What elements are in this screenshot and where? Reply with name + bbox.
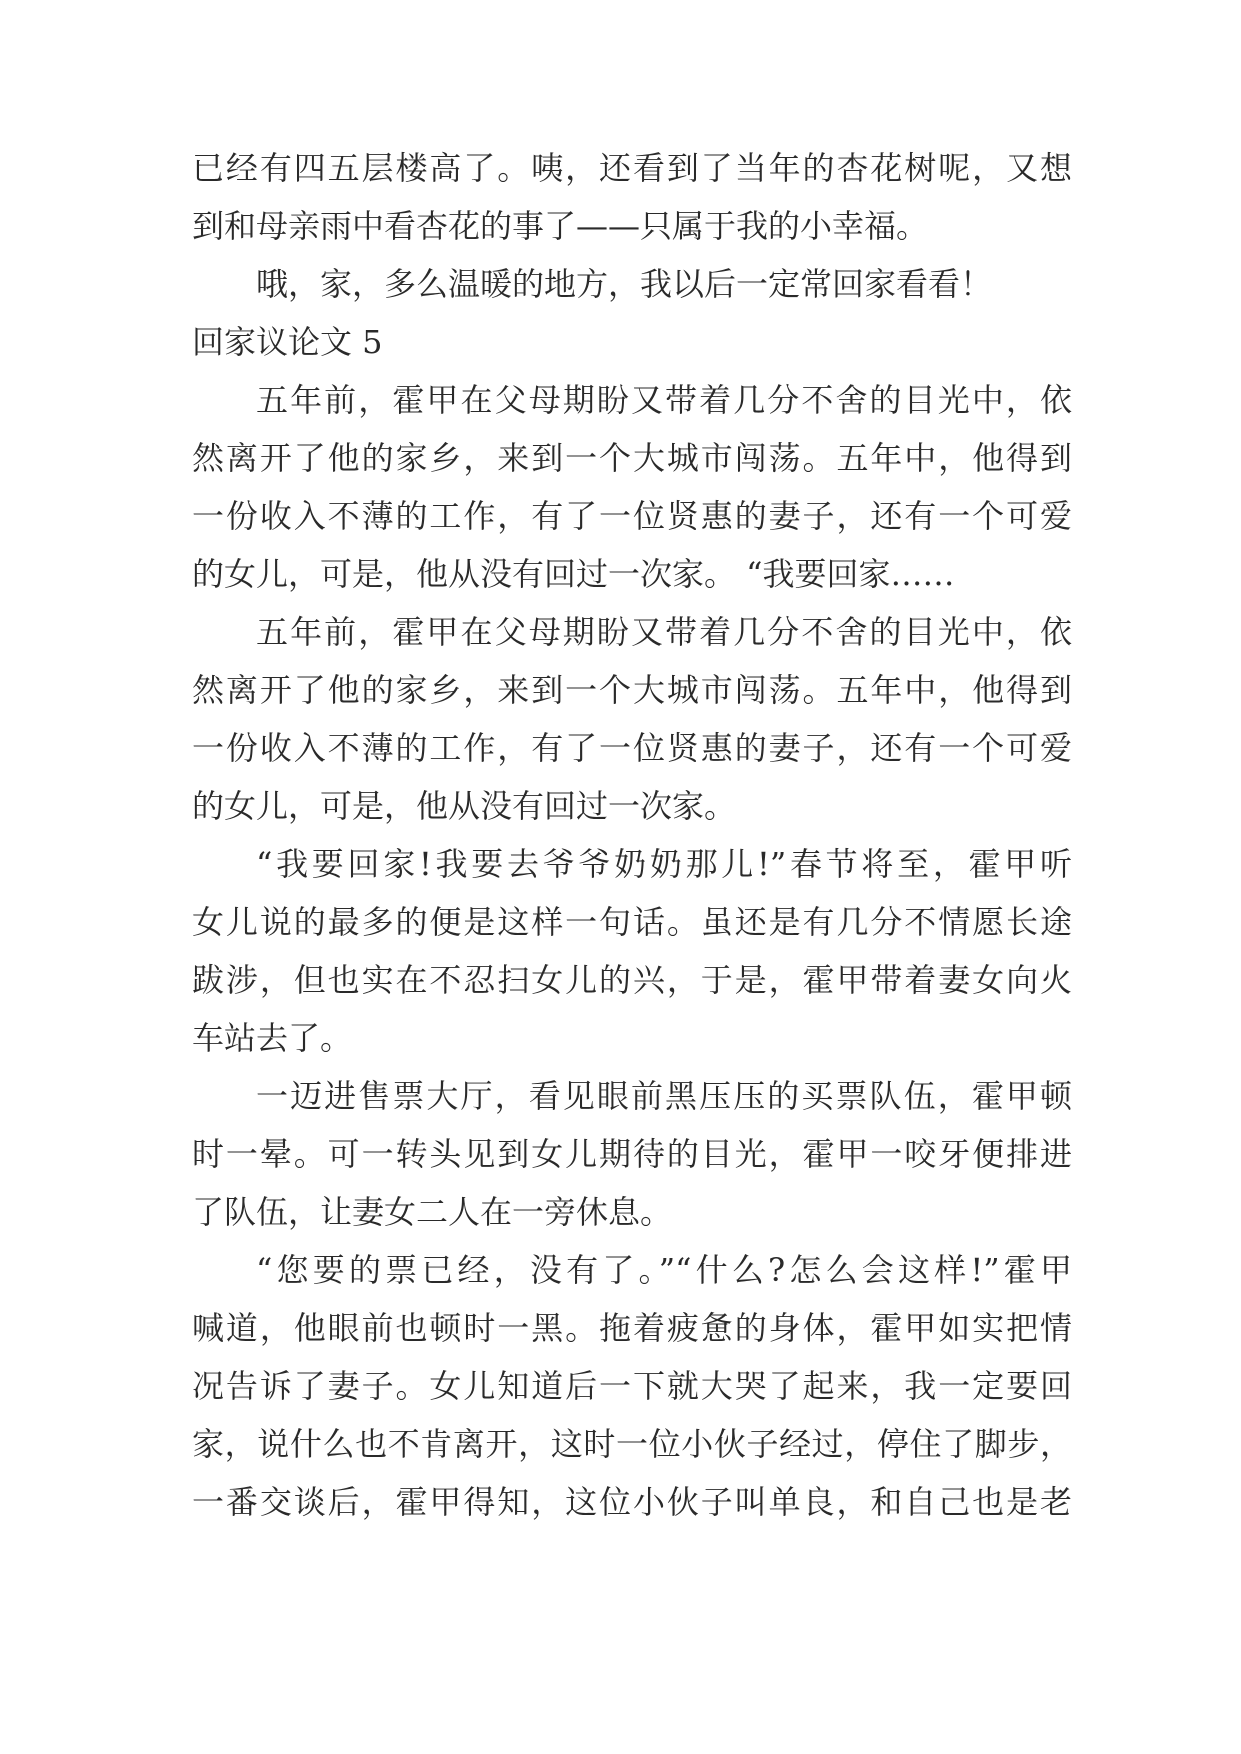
text-line: 一份收入不薄的工作，有了一位贤惠的妻子，还有一个可爱 xyxy=(192,497,1072,535)
text-line: 的女儿，可是，他从没有回过一次家。 “我要回家…… xyxy=(192,555,955,593)
text-line: 的女儿，可是，他从没有回过一次家。 xyxy=(192,787,737,825)
text-line: 况告诉了妻子。女儿知道后一下就大哭了起来，我一定要回 xyxy=(192,1367,1072,1405)
text-line: 跋涉，但也实在不忍扫女儿的兴，于是，霍甲带着妻女向火 xyxy=(192,961,1072,999)
text-line: 五年前，霍甲在父母期盼又带着几分不舍的目光中，依 xyxy=(256,381,1072,419)
text-line: 女儿说的最多的便是这样一句话。虽还是有几分不情愿长途 xyxy=(192,903,1072,941)
text-line: 到和母亲雨中看杏花的事了——只属于我的小幸福。 xyxy=(192,207,929,245)
text-line: 然离开了他的家乡，来到一个大城市闯荡。五年中，他得到 xyxy=(192,439,1072,477)
text-line: 一迈进售票大厅，看见眼前黑压压的买票队伍，霍甲顿 xyxy=(256,1077,1072,1115)
text-line: 然离开了他的家乡，来到一个大城市闯荡。五年中，他得到 xyxy=(192,671,1072,709)
text-line: 哦，家，多么温暖的地方，我以后一定常回家看看！ xyxy=(256,265,993,303)
text-line: 时一晕。可一转头见到女儿期待的目光，霍甲一咬牙便排进 xyxy=(192,1135,1072,1173)
text-line: 喊道，他眼前也顿时一黑。拖着疲惫的身体，霍甲如实把情 xyxy=(192,1309,1072,1347)
section-heading: 回家议论文 5 xyxy=(192,323,383,361)
text-line: 了队伍，让妻女二人在一旁休息。 xyxy=(192,1193,673,1231)
text-line: 一份收入不薄的工作，有了一位贤惠的妻子，还有一个可爱 xyxy=(192,729,1072,767)
text-line: 一番交谈后，霍甲得知，这位小伙子叫单良，和自己也是老 xyxy=(192,1483,1072,1521)
text-line: 已经有四五层楼高了。咦，还看到了当年的杏花树呢，又想 xyxy=(192,149,1072,187)
text-line: 家，说什么也不肯离开，这时一位小伙子经过，停住了脚步， xyxy=(192,1425,1072,1463)
text-line: “我要回家!我要去爷爷奶奶那儿!”春节将至，霍甲听 xyxy=(256,845,1072,883)
text-line: “您要的票已经，没有了。”“什么?怎么会这样!”霍甲 xyxy=(256,1251,1072,1289)
text-line: 车站去了。 xyxy=(192,1019,353,1057)
text-line: 五年前，霍甲在父母期盼又带着几分不舍的目光中，依 xyxy=(256,613,1072,651)
